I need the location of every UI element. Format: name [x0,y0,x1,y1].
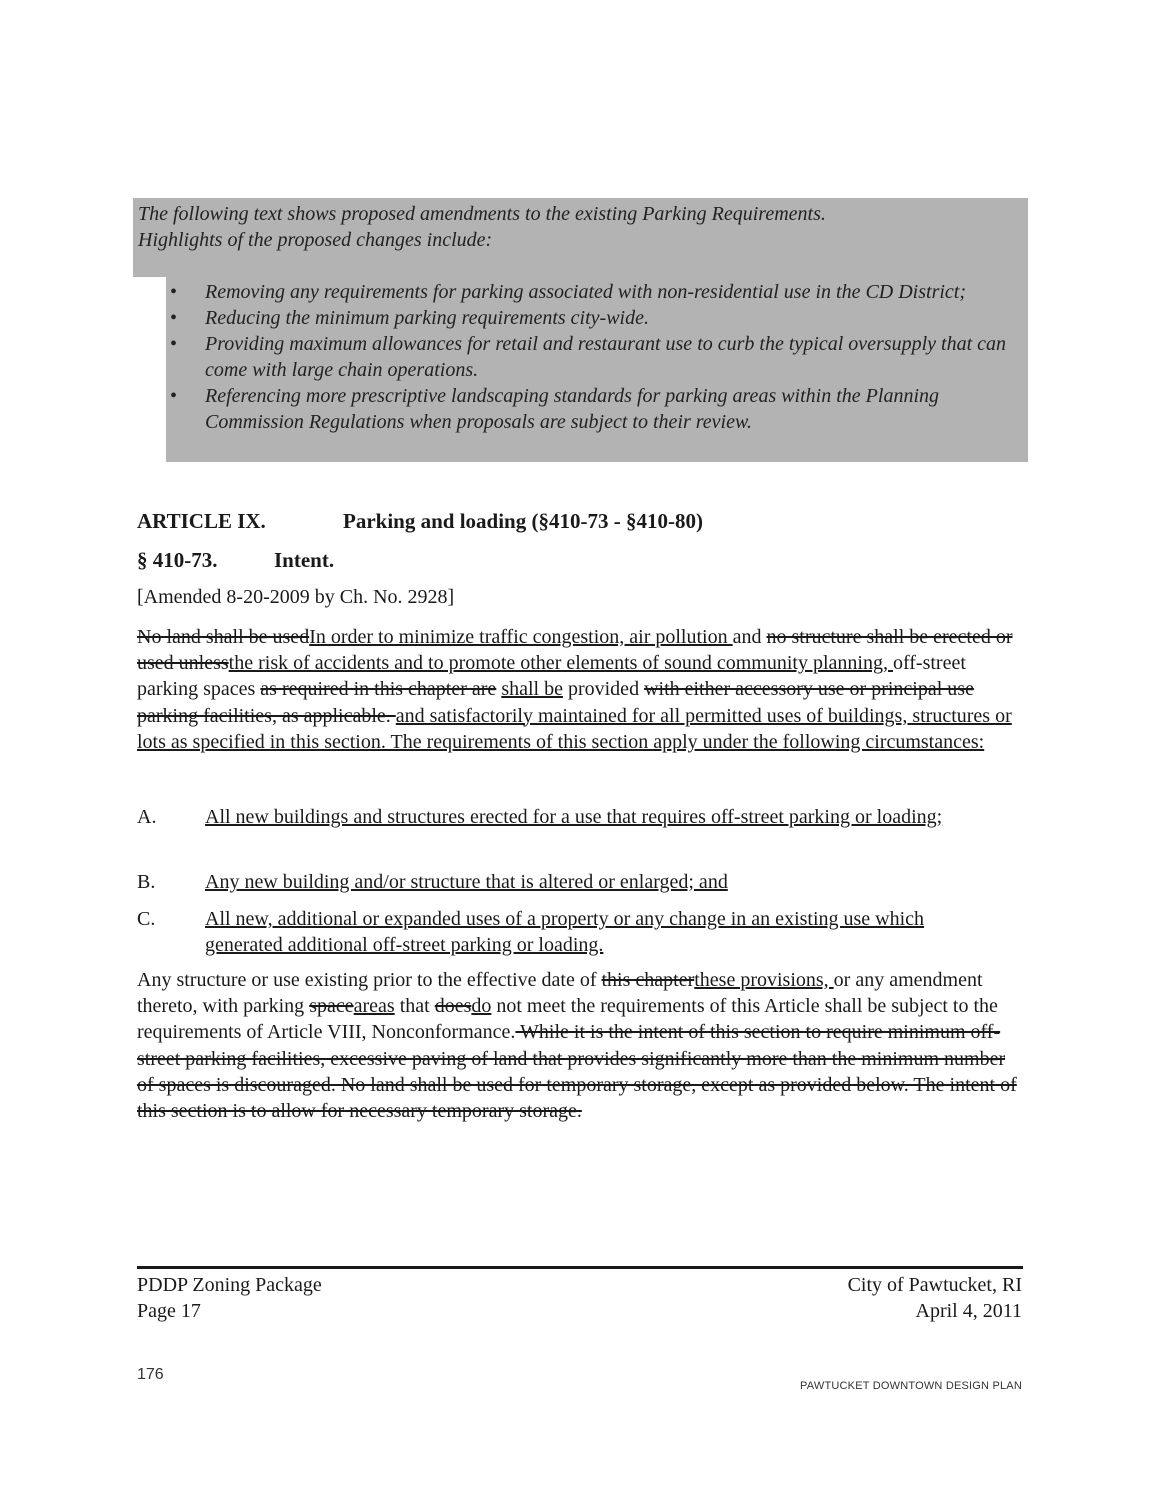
inserted-text: Any new building and/or structure that is altered or enlarged; and [205,871,728,893]
highlight-item [166,305,1016,331]
inserted-text: and satisfactorily maintained for all permitted uses of buildings, structures or lots as specified in this section. The requirements of this section apply under the following circumstances: [137,704,1012,753]
amendment-note: [Amended 8-20-2009 by Ch. No. 2928] [137,586,455,608]
bullet-icon: • [170,333,178,355]
running-footer: PAWTUCKET DOWNTOWN DESIGN PLAN [800,1380,1022,1392]
footer-right [848,1272,1022,1324]
item-letter: A. [137,806,157,828]
footer-page-label: Page 17 [137,1300,201,1322]
footer-date: April 4, 2011 [915,1300,1022,1322]
footer-package-name: PDDP Zoning Package [137,1274,322,1296]
intro-line-2: Highlights of the proposed changes include: [138,229,493,251]
intent-paragraph [137,624,1025,755]
intro-line-1: The following text shows proposed amendments to the existing Parking Requirements. [138,203,826,225]
section-title: Intent. [274,548,335,572]
page-number: 176 [137,1366,164,1383]
highlight-item [166,279,1016,305]
body-text: Any structure or use existing prior to the effective date of [137,969,602,991]
highlight-item [166,331,1016,383]
inserted-text: In order to minimize traffic congestion, air pollution [309,626,733,648]
deleted-text: this chapter [601,969,695,991]
footer-rule [137,1266,1023,1269]
deleted-text: No land shall be used [137,626,310,648]
article-heading [137,508,703,534]
section-heading [137,547,334,573]
bullet-icon: • [170,307,178,329]
article-number: ARTICLE IX. [137,509,266,533]
deleted-text: space [309,995,354,1018]
body-text: that [394,995,435,1018]
highlight-text: Reducing the minimum parking requirements city-wide. [205,307,649,329]
highlight-text: Referencing more prescriptive landscaping standards for parking areas within the Planning Commission Regulations when proposals are subject to their review. [205,385,939,433]
highlight-text: Providing maximum allowances for retail and restaurant use to curb the typical oversupply that can come with large chain operations. [205,333,1007,381]
inserted-text: All new, additional or expanded uses of a property or any change in an existing use which generated additional off-street parking or loading. [205,908,925,956]
intro-text [138,201,1018,253]
inserted-text: the risk of accidents and to promote other elements of sound community planning, [228,652,893,675]
bullet-icon: • [170,281,178,303]
article-title: Parking and loading (§410-73 - §410-80) [343,509,703,533]
deleted-text: does [434,995,472,1018]
body-text: and [732,626,767,648]
deleted-text: While it is the intent of this section to require minimum off-street parking facilities, excessive paving of land that provides significantly more than the minimum number of spaces is discouraged. No land shall be used for temporary storage, except as provided below. The intent of this section is to allow for necessary temporary storage. [137,1021,1017,1123]
inserted-text: All new buildings and structures erected for a use that requires off-street parking or loading; [205,806,943,828]
inserted-text: shall be [501,678,563,701]
highlights-list [166,279,1016,435]
body-text: off-street parking spaces [137,652,966,701]
footer-city: City of Pawtucket, RI [847,1274,1022,1296]
deleted-text: with either accessory use or principal use parking facilities, as applicable. [137,678,974,727]
inserted-text: areas [353,995,395,1018]
highlight-text: Removing any requirements for parking associated with non-residential use in the CD District; [205,281,967,303]
deleted-text: as required in this chapter are [260,678,497,701]
section-number: § 410-73. [137,548,218,572]
existing-use-paragraph [137,967,1025,1124]
body-text: not meet the requirements of this Article shall be subject to the requirements of Article VIII, Nonconformance. [137,995,998,1044]
item-letter: C. [137,908,156,930]
body-text: or any amendment thereto, with parking [137,969,983,1018]
footer-left [137,1272,322,1324]
bullet-icon: • [170,385,178,407]
inserted-text: do [471,995,492,1018]
deleted-text: no structure shall be erected or used unless [137,626,1013,675]
body-text: provided [562,678,645,701]
item-letter: B. [137,871,156,893]
inserted-text: these provisions, [694,969,834,991]
highlight-item [166,383,1016,435]
